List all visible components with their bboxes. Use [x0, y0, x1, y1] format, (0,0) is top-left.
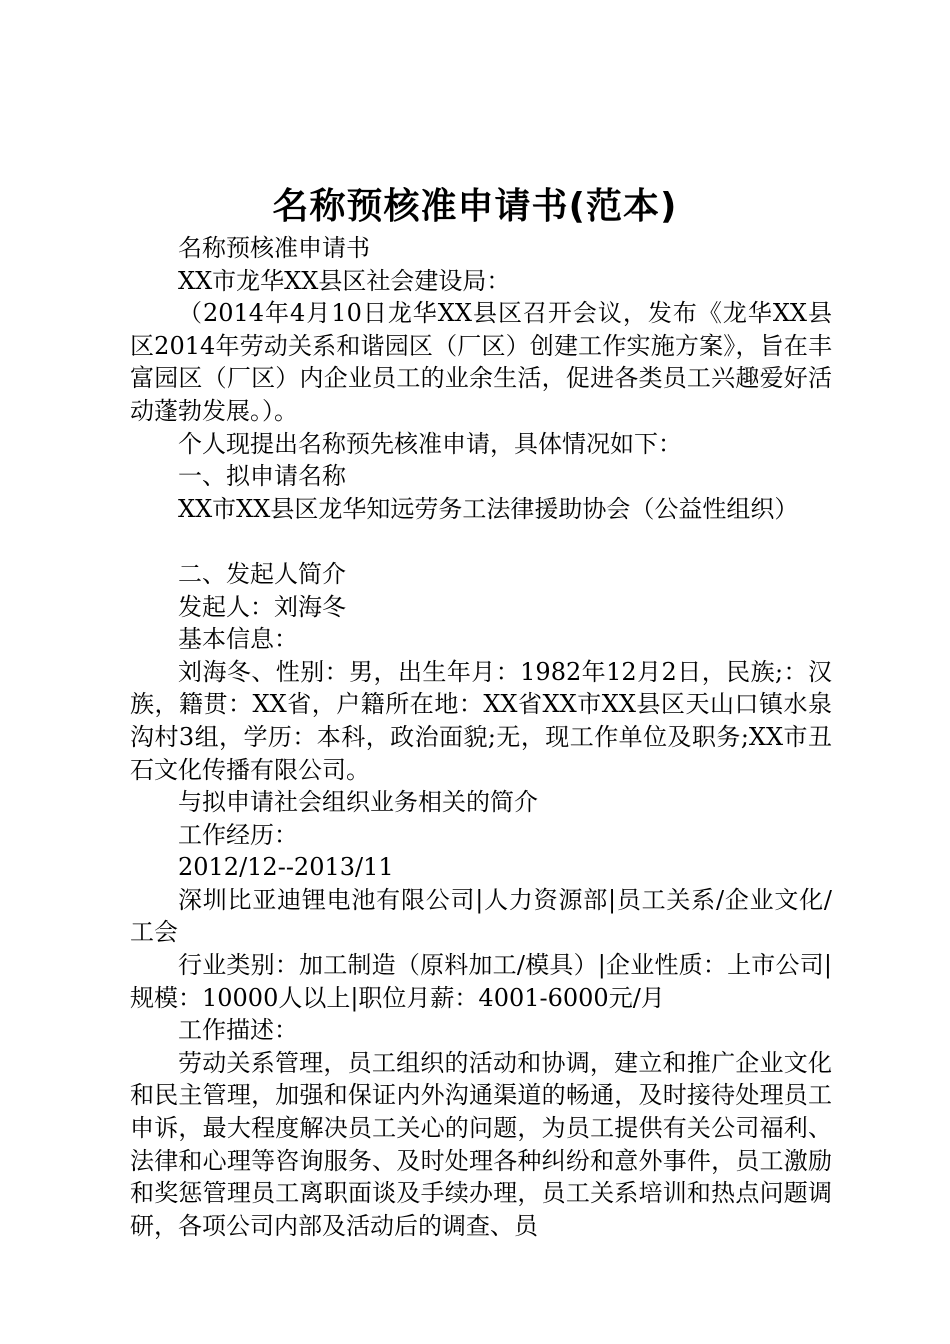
paragraph-background: （2014年4月10日龙华XX县区召开会议，发布《龙华XX县区2014年劳动关系和谐园区（厂区）创建工作实施方案》，旨在丰富园区（厂区）内企业员工的业余生活，促进各类员工兴趣爱好活动蓬勃发展。）。: [130, 299, 832, 425]
paragraph-employer: 深圳比亚迪锂电池有限公司|人力资源部|员工关系/企业文化/工会: [130, 885, 832, 947]
blank-line: [130, 525, 832, 558]
paragraph-basic-info: 刘海冬、性别：男，出生年月：1982年12月2日，民族;：汉族，籍贯：XX省，户籍所在地：XX省XX市XX县区天山口镇水泉沟村3组，学历：本科，政治面貌;无，现工作单位及职务;XX市丑石文化传播有限公司。: [130, 657, 832, 784]
paragraph-job-description: 劳动关系管理，员工组织的活动和协调，建立和推广企业文化和民主管理，加强和保证内外沟通渠道的畅通，及时接待处理员工申诉，最大程度解决员工关心的问题，为员工提供有关公司福利、法律和心理等咨询服务、及时处理各种纠纷和意外事件，员工激励和奖惩管理员工离职面谈及手续办理，员工关系培训和热点问题调研，各项公司内部及活动后的调查、员: [130, 1048, 832, 1240]
paragraph-basic-info-label: 基本信息：: [178, 625, 298, 654]
paragraph-heading-name: 名称预核准申请书: [178, 234, 370, 262]
section-heading-initiator: 二、发起人简介: [178, 559, 346, 588]
document-body: [130, 232, 832, 1242]
paragraph-intro: 个人现提出名称预先核准申请，具体情况如下：: [178, 429, 682, 458]
document-title: 名称预核准申请书(范本): [272, 186, 678, 227]
paragraph-related-intro: 与拟申请社会组织业务相关的简介: [178, 788, 538, 817]
paragraph-recipient: XX市龙华XX县区社会建设局：: [178, 266, 511, 295]
paragraph-proposed-name: XX市XX县区龙华知远劳务工法律援助协会（公益性组织）: [178, 494, 799, 523]
paragraph-work-history-label: 工作经历：: [178, 820, 298, 849]
paragraph-work-period: 2012/12--2013/11: [178, 853, 394, 882]
paragraph-job-description-label: 工作描述：: [178, 1016, 298, 1045]
paragraph-industry: 行业类别：加工制造（原料加工/模具）|企业性质：上市公司|规模：10000人以上|职位月薪：4001-6000元/月: [130, 951, 832, 1012]
section-heading-proposed-name: 一、拟申请名称: [178, 462, 346, 491]
paragraph-initiator: 发起人：刘海冬: [178, 592, 346, 621]
